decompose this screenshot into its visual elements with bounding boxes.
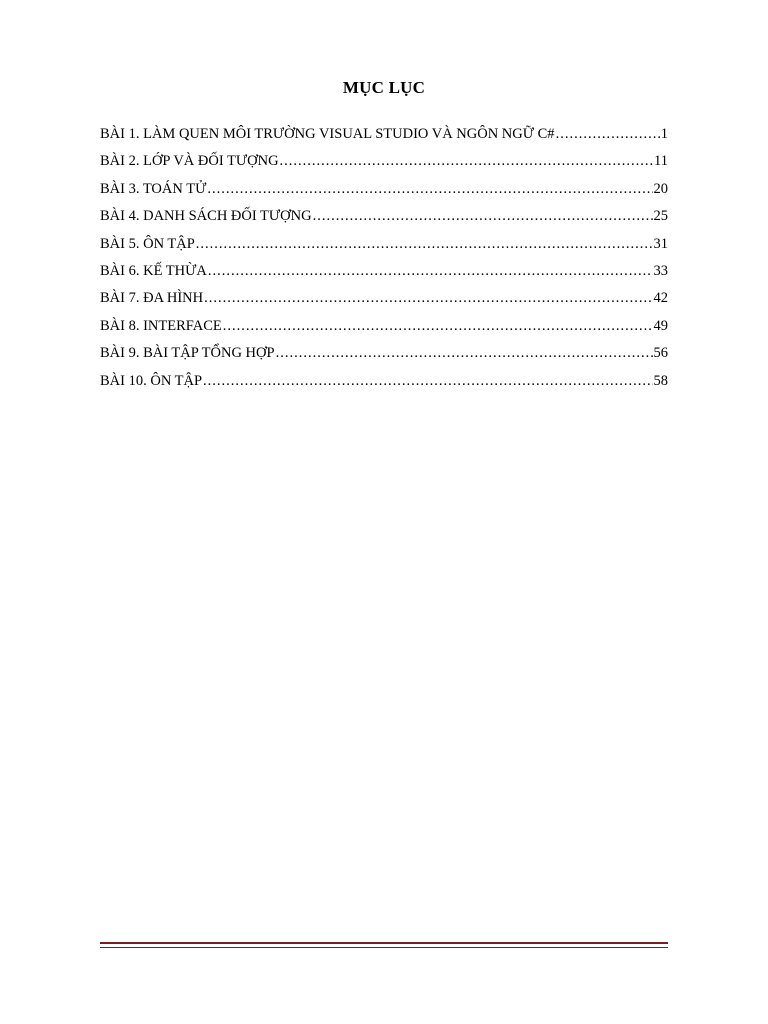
dot-leader — [223, 316, 653, 336]
toc-entry-10[interactable] — [100, 371, 668, 398]
dot-leader — [208, 261, 653, 281]
toc-entry-2[interactable] — [100, 151, 668, 178]
dot-leader — [203, 371, 652, 391]
toc-entry-5[interactable] — [100, 234, 668, 261]
toc-entry-4[interactable] — [100, 206, 668, 233]
toc-entry-7[interactable] — [100, 288, 668, 315]
toc-entry-page: 58 — [653, 372, 668, 389]
dot-leader — [207, 179, 652, 199]
footer-rule-thin — [100, 947, 668, 948]
toc-entry-title: BÀI 4. DANH SÁCH ĐỐI TƯỢNG — [100, 208, 312, 225]
toc-entry-page: 20 — [653, 180, 668, 197]
toc-entry-page: 33 — [653, 262, 668, 279]
footer-rule — [100, 942, 668, 944]
toc-entry-title: BÀI 1. LÀM QUEN MÔI TRƯỜNG VISUAL STUDIO VÀ NGÔN NGỮ C# — [100, 126, 555, 142]
toc-entry-page: 11 — [654, 153, 668, 170]
toc-entry-page: 31 — [653, 235, 668, 252]
dot-leader — [556, 124, 660, 144]
toc-entry-title: BÀI 3. TOÁN TỬ — [100, 180, 207, 197]
toc-entry-title: BÀI 6. KẾ THỪA — [100, 262, 207, 279]
toc-entry-page: 49 — [653, 317, 668, 334]
dot-leader — [196, 234, 653, 254]
toc-entry-page: 56 — [653, 345, 668, 362]
toc-entry-1[interactable] — [100, 124, 668, 151]
toc-entry-title: BÀI 5. ÔN TẬP — [100, 235, 195, 252]
toc-list — [100, 124, 668, 398]
dot-leader — [313, 206, 653, 226]
toc-title: MỤC LỤC — [342, 78, 426, 97]
toc-entry-page: 42 — [653, 290, 668, 307]
toc-entry-8[interactable] — [100, 316, 668, 343]
dot-leader — [280, 151, 653, 171]
toc-entry-title: BÀI 2. LỚP VÀ ĐỐI TƯỢNG — [100, 153, 279, 170]
toc-entry-6[interactable] — [100, 261, 668, 288]
dot-leader — [276, 343, 653, 363]
toc-entry-page: 1 — [660, 126, 668, 142]
toc-entry-title: BÀI 9. BÀI TẬP TỔNG HỢP — [100, 345, 275, 362]
toc-entry-3[interactable] — [100, 179, 668, 206]
toc-entry-9[interactable] — [100, 343, 668, 370]
toc-entry-page: 25 — [653, 208, 668, 225]
toc-entry-title: BÀI 10. ÔN TẬP — [100, 372, 203, 389]
toc-entry-title: BÀI 8. INTERFACE — [100, 317, 222, 334]
dot-leader — [204, 288, 652, 308]
toc-entry-title: BÀI 7. ĐA HÌNH — [100, 290, 204, 307]
